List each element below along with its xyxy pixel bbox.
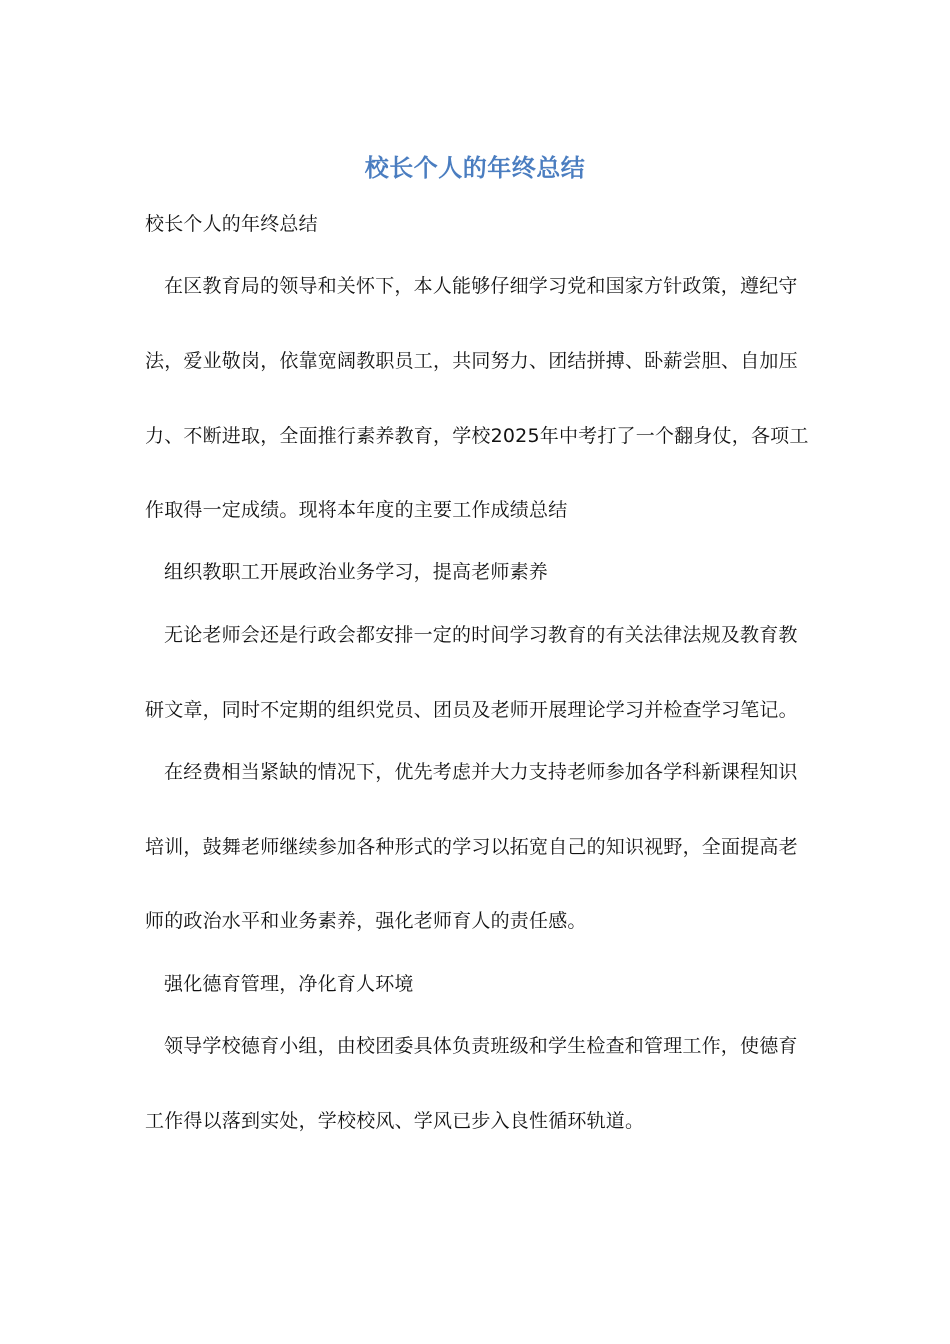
paragraph-line: 在区教育局的领导和关怀下，本人能够仔细学习党和国家方针政策，遵纪守: [164, 275, 798, 297]
section-heading: 强化德育管理，净化育人环境: [164, 973, 414, 995]
paragraph-line: 研文章，同时不定期的组织党员、团员及老师开展理论学习并检查学习笔记。: [145, 699, 798, 721]
paragraph-line: 力、不断进取，全面推行素养教育，学校2025年中考打了一个翻身仗，各项工: [145, 425, 809, 447]
paragraph-line: 领导学校德育小组，由校团委具体负责班级和学生检查和管理工作，使德育: [164, 1035, 798, 1057]
paragraph-line: 工作得以落到实处，学校校风、学风已步入良性循环轨道。: [145, 1110, 645, 1132]
paragraph-line: 法，爱业敬岗，依靠宽阔教职员工，共同努力、团结拼搏、卧薪尝胆、自加压: [145, 350, 798, 372]
document-subtitle: 校长个人的年终总结: [145, 213, 318, 235]
section-heading: 组织教职工开展政治业务学习，提高老师素养: [164, 561, 549, 583]
document-title: 校长个人的年终总结: [364, 154, 586, 182]
paragraph-line: 作取得一定成绩。现将本年度的主要工作成绩总结: [145, 499, 568, 521]
paragraph-line: 师的政治水平和业务素养，强化老师育人的责任感。: [145, 910, 587, 932]
paragraph-line: 无论老师会还是行政会都安排一定的时间学习教育的有关法律法规及教育教: [164, 624, 798, 646]
paragraph-line: 在经费相当紧缺的情况下，优先考虑并大力支持老师参加各学科新课程知识: [164, 761, 798, 783]
paragraph-line: 培训，鼓舞老师继续参加各种形式的学习以拓宽自己的知识视野，全面提高老: [145, 836, 798, 858]
